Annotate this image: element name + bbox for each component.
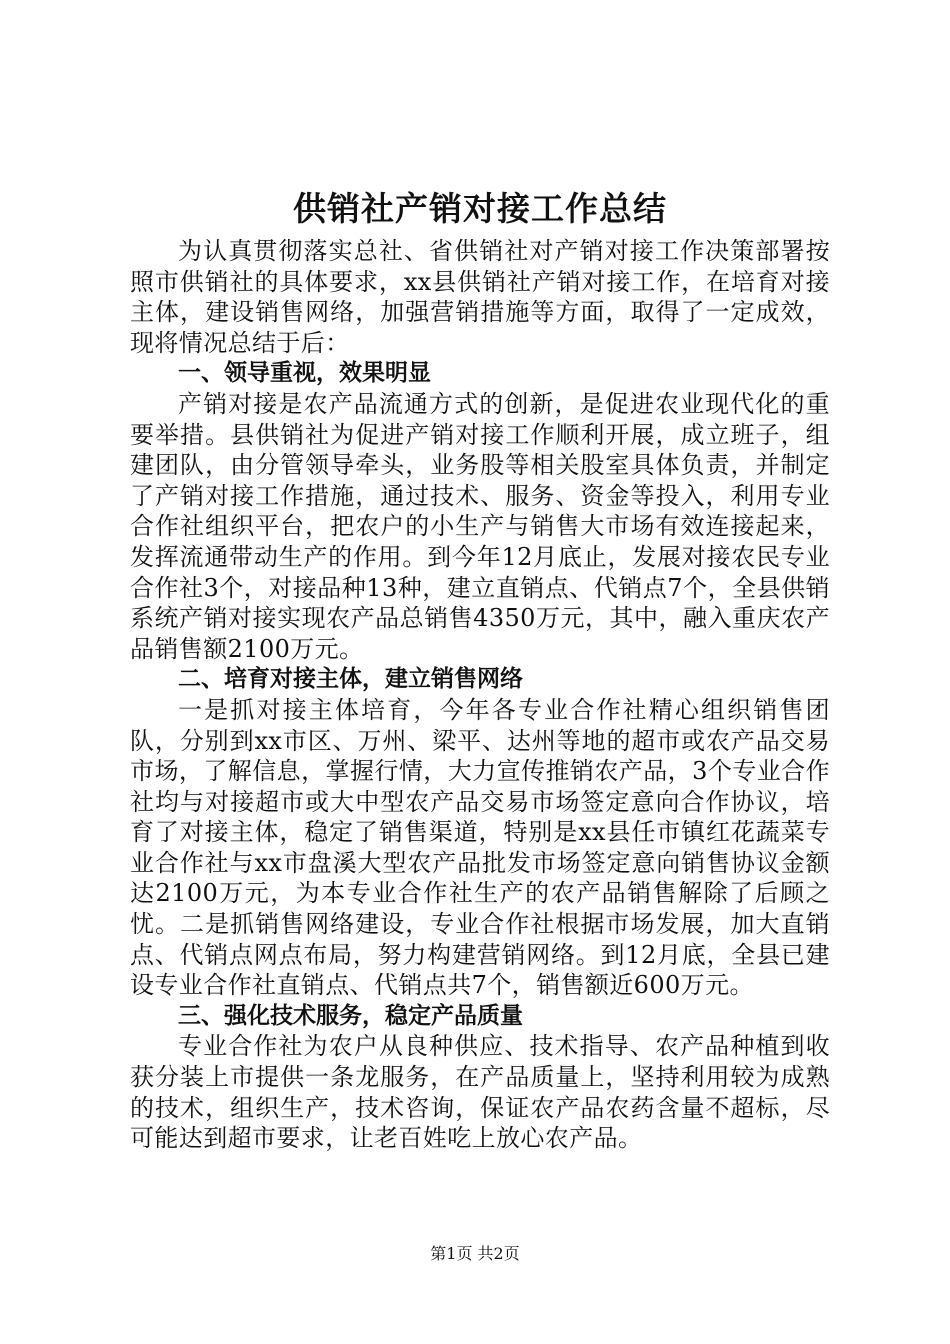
page-number-footer: 第1页 共2页 [430,1244,520,1263]
intro-paragraph: 为认真贯彻落实总社、省供销社对产销对接工作决策部署按照市供销社的具体要求，xx县供销社产销对接工作，在培育对接主体，建设销售网络，加强营销措施等方面，取得了一定成效，现将情况总结于后： [130,237,830,357]
section-1-heading: 一、领导重视，效果明显 [178,360,431,387]
section-2-body: 一是抓对接主体培育，今年各专业合作社精心组织销售团队，分别到xx市区、万州、梁平、达州等地的超市或农产品交易市场，了解信息，掌握行情，大力宣传推销农产品，3个专业合作社均与对接超市或大中型农产品交易市场签定意向合作协议，培育了对接主体，稳定了销售渠道，特别是xx县任市镇红花蔬菜专业合作社与xx市盘溪大型农产品批发市场签定意向销售协议金额达2100万元，为本专业合作社生产的农产品销售解除了后顾之忧。二是抓销售网络建设，专业合作社根据市场发展，加大直销点、代销点网点布局，努力构建营销网络。到12月底，全县已建设专业合作社直销点、代销点共7个，销售额近600万元。 [130,695,830,1000]
section-3-heading: 三、强化技术服务，稳定产品质量 [178,1002,523,1029]
section-2-heading: 二、培育对接主体，建立销售网络 [178,666,523,693]
document-title: 供销社产销对接工作总结 [293,189,667,228]
section-3-body: 专业合作社为农户从良种供应、技术指导、农产品种植到收获分装上市提供一条龙服务，在产品质量上，坚持利用较为成熟的技术，组织生产，技术咨询，保证农产品农药含量不超标，尽可能达到超市要求，让老百姓吃上放心农产品。 [130,1032,830,1153]
section-1-body: 产销对接是农产品流通方式的创新，是促进农业现代化的重要举措。县供销社为促进产销对接工作顺利开展，成立班子，组建团队，由分管领导牵头，业务股等相关股室具体负责，并制定了产销对接工作措施，通过技术、服务、资金等投入，利用专业合作社组织平台，把农户的小生产与销售大市场有效连接起来，发挥流通带动生产的作用。到今年12月底止，发展对接农民专业合作社3个，对接品种13种，建立直销点、代销点7个，全县供销系统产销对接实现农产品总销售4350万元，其中，融入重庆农产品销售额2100万元。 [130,389,830,663]
document-page [130,186,830,1154]
